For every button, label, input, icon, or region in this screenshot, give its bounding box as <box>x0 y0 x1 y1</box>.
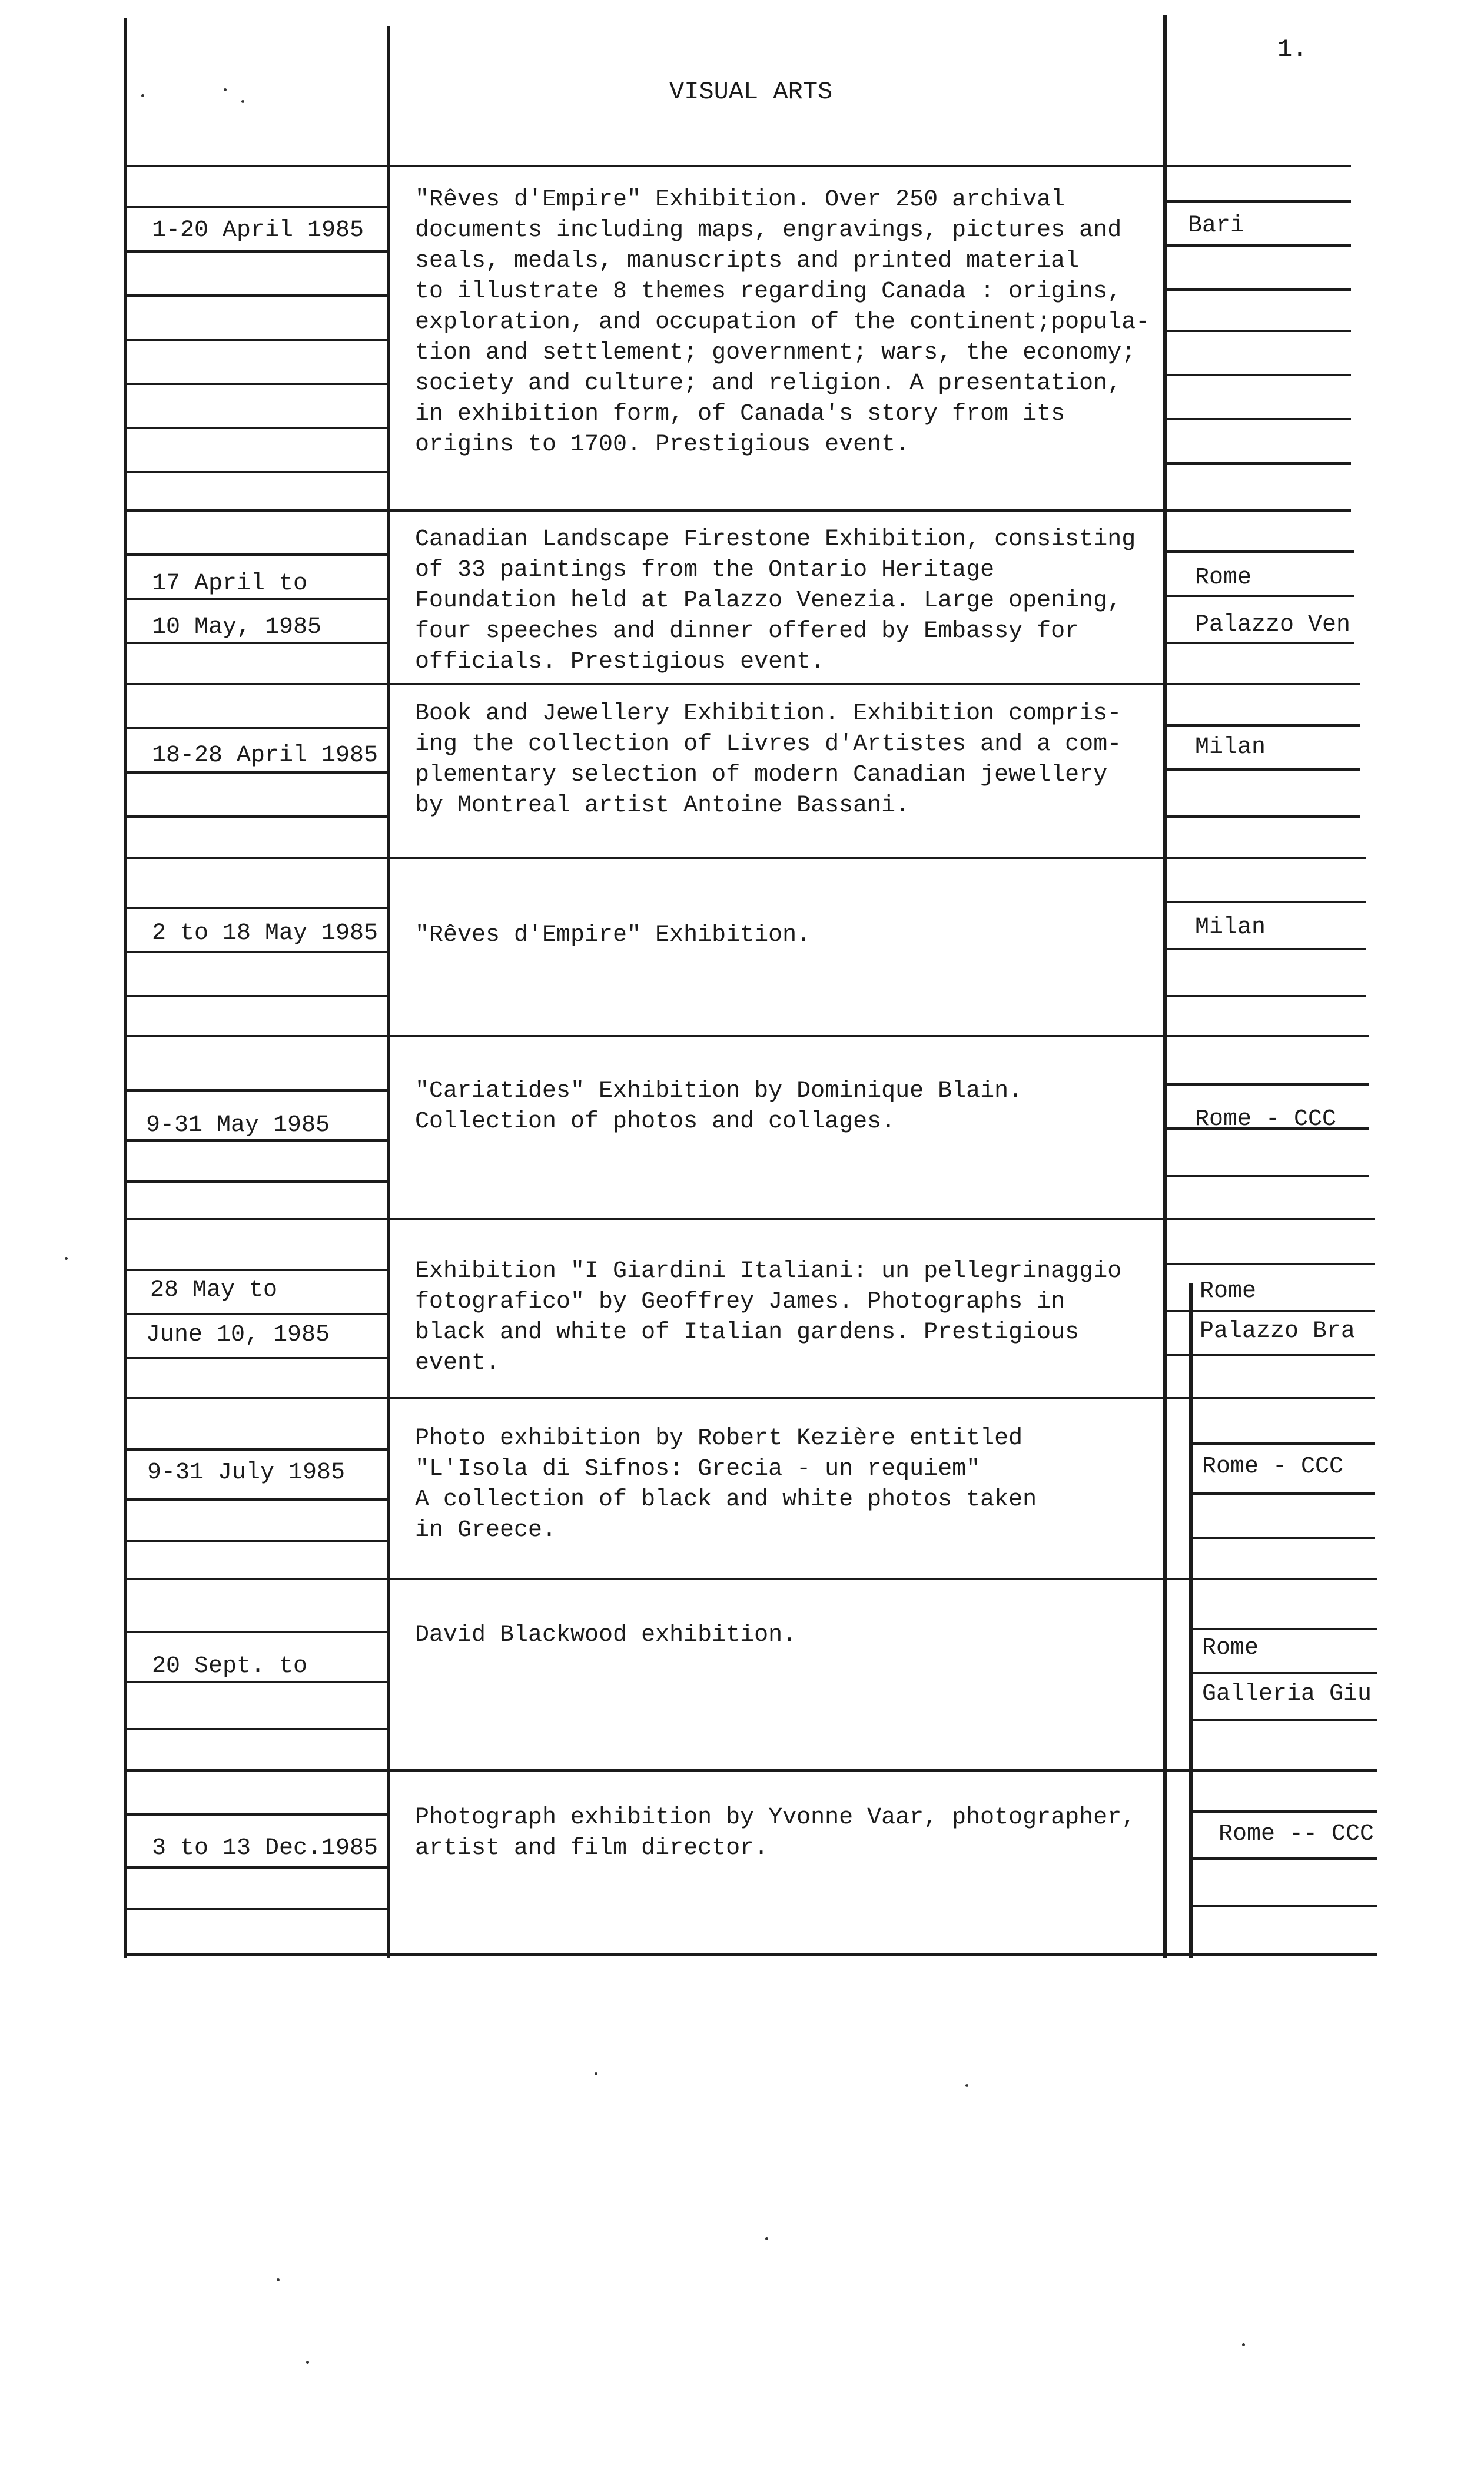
ruled-line <box>124 1180 387 1183</box>
ruled-line <box>124 1540 387 1542</box>
ruled-line <box>1193 1492 1375 1495</box>
event-date-start: 17 April to <box>152 570 308 597</box>
event-date: 9-31 July 1985 <box>147 1459 346 1486</box>
row-separator <box>124 1035 1369 1037</box>
ruled-line <box>1167 642 1354 644</box>
scan-speck <box>224 88 227 91</box>
event-description: "Rêves d'Empire" Exhibition. <box>415 922 811 948</box>
event-location-city: Rome <box>1202 1635 1259 1661</box>
row-separator <box>124 1397 1375 1399</box>
event-location-venue: Palazzo Bra <box>1200 1318 1356 1345</box>
ruled-line <box>1167 330 1351 332</box>
event-date-end: June 10, 1985 <box>146 1322 330 1348</box>
event-description: Canadian Landscape Firestone Exhibition, consisting of 33 paintings from the Ontario Heritage Foundation held at Palazzo Venezia. Large opening, four speeches and dinner offered by Embassy for officials. Prestigious event. <box>415 526 1136 675</box>
scan-speck <box>241 100 244 103</box>
event-location: Bari <box>1188 213 1245 239</box>
scan-speck <box>306 2361 309 2364</box>
ruled-line <box>1193 1672 1377 1674</box>
ruled-line <box>124 383 387 385</box>
event-description: Book and Jewellery Exhibition. Exhibition compris- ing the collection of Livres d'Artistes and a com- plementary selection of modern Canadian jewellery by Montreal artist Antoine Bassani. <box>415 701 1122 819</box>
event-description: "Cariatides" Exhibition by Dominique Blain. Collection of photos and collages. <box>415 1078 1023 1135</box>
ruled-line <box>124 1448 387 1451</box>
location-column-divider-lower <box>1189 1283 1193 1958</box>
ruled-line <box>1167 948 1366 950</box>
page-title: VISUAL ARTS <box>669 78 833 106</box>
ruled-line <box>1193 1628 1377 1630</box>
ruled-line <box>1167 374 1351 376</box>
event-date: 1-20 April 1985 <box>152 217 364 244</box>
scan-speck <box>1242 2343 1245 2346</box>
ruled-line <box>1167 595 1354 597</box>
event-date: 2 to 18 May 1985 <box>152 920 379 947</box>
event-location: Milan <box>1195 734 1266 761</box>
ruled-line <box>1167 1175 1369 1177</box>
ruled-line <box>124 206 387 208</box>
event-location: Milan <box>1195 914 1266 941</box>
ruled-line <box>1167 462 1351 465</box>
event-location-city: Rome <box>1200 1278 1257 1305</box>
date-column-divider <box>387 26 390 1958</box>
ruled-line <box>1167 200 1351 203</box>
event-date: 20 Sept. to <box>152 1653 308 1680</box>
ruled-line <box>124 1313 387 1315</box>
event-location: Rome - CCC <box>1202 1454 1344 1480</box>
ruled-line <box>124 1728 387 1730</box>
event-description: Exhibition "I Giardini Italiani: un pellegrinaggio fotografico" by Geoffrey James. Photographs in black and white of Italian gardens. Prestigious event. <box>415 1258 1122 1376</box>
event-location-venue: Palazzo Ven <box>1195 612 1351 638</box>
ruled-line <box>124 771 387 774</box>
event-date: 9-31 May 1985 <box>146 1112 330 1139</box>
ruled-line <box>124 907 387 909</box>
event-date: 18-28 April 1985 <box>152 742 379 769</box>
ruled-line <box>1193 1537 1375 1539</box>
ruled-line <box>1167 550 1354 553</box>
ruled-line <box>1167 901 1366 903</box>
row-separator <box>124 1218 1375 1220</box>
scan-speck <box>277 2278 280 2281</box>
ruled-line <box>124 553 387 556</box>
row-separator <box>124 1578 1377 1580</box>
scan-speck <box>65 1257 68 1260</box>
ruled-line <box>124 1498 387 1501</box>
event-description: Photo exhibition by Robert Kezière entitled "L'Isola di Sifnos: Grecia - un requiem" A collection of black and white photos taken in Greece. <box>415 1425 1037 1544</box>
ruled-line <box>124 815 387 818</box>
ruled-line <box>1167 768 1360 771</box>
event-location-city: Rome <box>1195 565 1252 591</box>
ruled-line <box>1167 724 1360 727</box>
event-date: 3 to 13 Dec.1985 <box>152 1835 379 1862</box>
event-date-end: 10 May, 1985 <box>152 614 322 641</box>
ruled-line <box>124 995 387 997</box>
ruled-line <box>1167 1263 1375 1265</box>
row-separator <box>124 683 1360 685</box>
ruled-line <box>1167 418 1351 420</box>
ruled-line <box>124 1357 387 1359</box>
ruled-line <box>1167 244 1351 247</box>
ruled-line <box>124 294 387 297</box>
event-description: "Rêves d'Empire" Exhibition. Over 250 archival documents including maps, engravings, pictures and seals, medals, manuscripts and printed material to illustrate 8 themes regarding Canada : origins, exploration, and occupation of the continent;popula- tion and settlement; government; wars, the economy; society and culture; and religion. A presentation, in exhibition form, of Canada's story from its origins to 1700. Prestigious event. <box>415 187 1150 458</box>
ruled-line <box>1193 1719 1377 1721</box>
ruled-line <box>124 1089 387 1092</box>
ruled-line <box>124 951 387 953</box>
event-date-start: 28 May to <box>150 1277 278 1303</box>
ruled-line <box>124 339 387 341</box>
scan-speck <box>141 94 144 97</box>
event-location: Rome -- CCC <box>1219 1821 1375 1847</box>
event-location-venue: Galleria Giu <box>1202 1681 1372 1707</box>
ruled-line <box>1167 1083 1369 1086</box>
ruled-line <box>1167 815 1360 818</box>
ruled-line <box>1193 1442 1375 1445</box>
event-location: Rome - CCC <box>1195 1106 1337 1133</box>
scan-speck <box>965 2084 968 2087</box>
location-column-divider <box>1163 15 1167 1958</box>
ruled-line <box>124 250 387 253</box>
ruled-line <box>1193 1857 1377 1860</box>
ruled-line <box>1167 1310 1375 1312</box>
ruled-line <box>1193 1810 1377 1813</box>
ruled-line <box>124 1269 387 1271</box>
event-description: David Blackwood exhibition. <box>415 1622 797 1648</box>
ruled-line <box>124 727 387 729</box>
row-separator <box>124 857 1366 859</box>
row-separator <box>124 509 1351 512</box>
ruled-line <box>124 427 387 429</box>
ruled-line <box>124 1631 387 1633</box>
ruled-line <box>1167 288 1351 291</box>
ruled-line <box>1167 995 1366 997</box>
ruled-line <box>124 1866 387 1869</box>
ruled-line <box>124 1908 387 1910</box>
ruled-line <box>1167 1354 1375 1356</box>
scan-speck <box>765 2237 768 2240</box>
scan-speck <box>595 2072 597 2075</box>
row-separator <box>124 1769 1377 1772</box>
row-separator <box>124 165 1351 167</box>
page-number: 1. <box>1277 35 1307 64</box>
bottom-border-line <box>124 1953 1377 1956</box>
ruled-line <box>124 1813 387 1816</box>
left-border-line <box>124 18 127 1958</box>
event-description: Photograph exhibition by Yvonne Vaar, photographer, artist and film director. <box>415 1804 1136 1862</box>
ruled-line <box>1193 1905 1377 1907</box>
ruled-line <box>124 471 387 473</box>
